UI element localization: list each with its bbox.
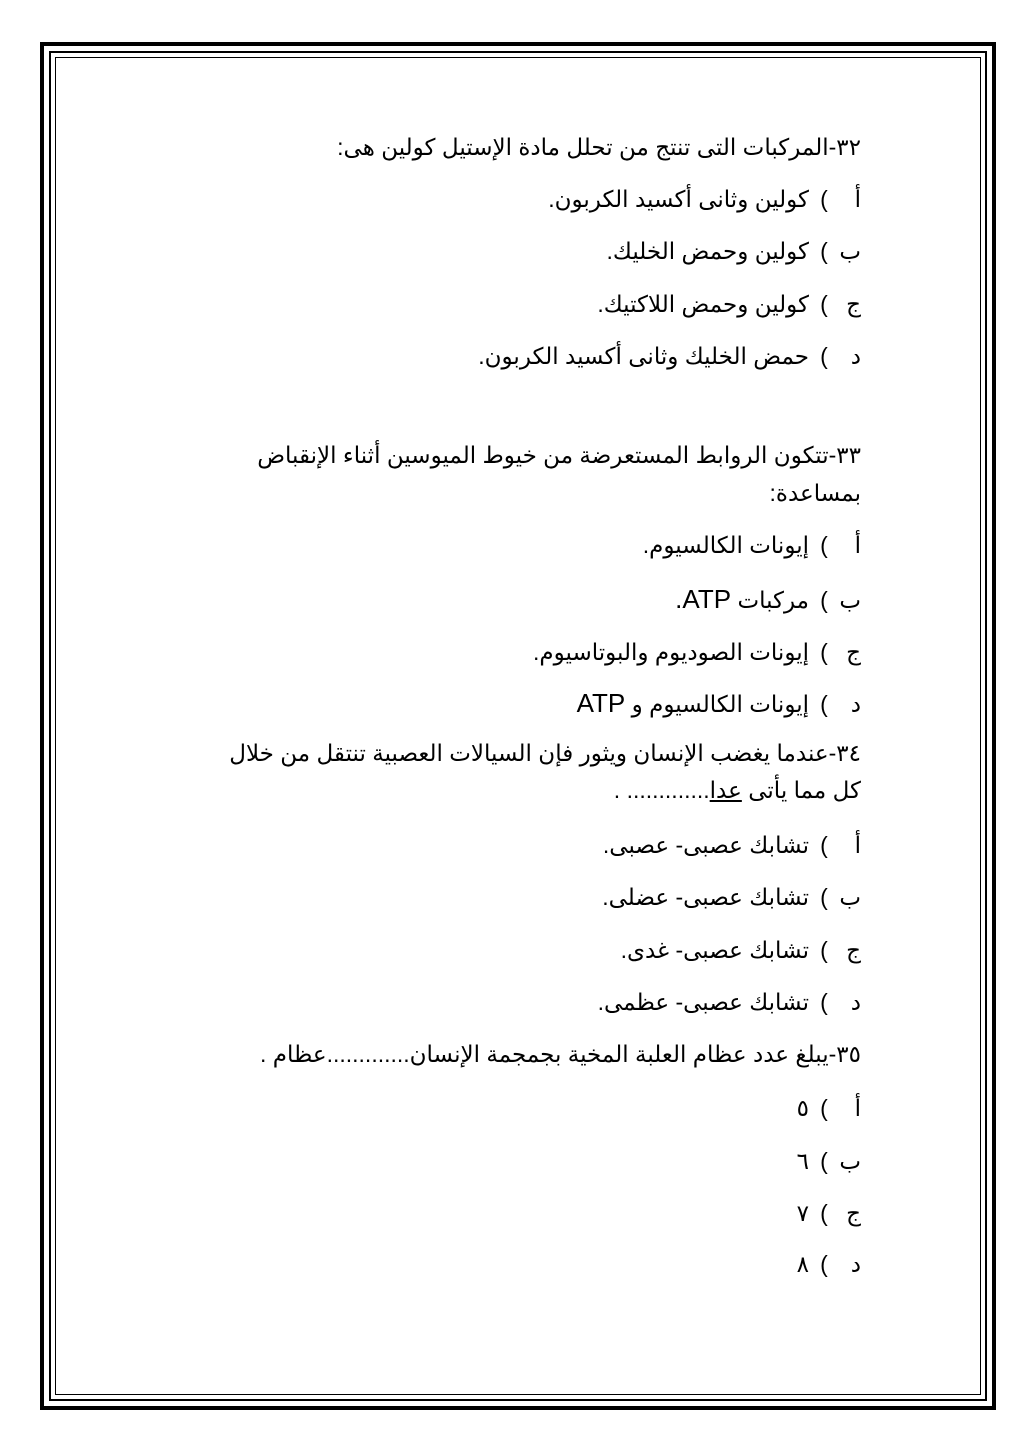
option-label: د [850,1251,861,1277]
option-paren: ) [820,238,828,264]
option-paren: ) [820,532,828,558]
option-paren: ) [820,937,828,963]
question-35-option-b [797,1146,861,1176]
option-text: إيونات الكالسيوم. [642,532,809,558]
option-paren: ) [820,1148,828,1174]
option-paren: ) [820,989,828,1015]
question-32-option-a [548,184,861,214]
question-text: -المركبات التى تنتج من تحلل مادة الإستيل كولين هى: [337,134,837,160]
option-label: د [850,343,861,369]
question-34-option-b [602,882,861,912]
option-paren: ) [820,639,828,665]
question-text-blank: ............. . [613,777,710,803]
option-label: د [850,691,861,717]
option-text: إيونات الصوديوم والبوتاسيوم. [533,639,809,665]
question-32-option-b [607,236,861,266]
question-35-option-c [797,1198,861,1228]
question-number: ٣٥ [836,1041,861,1067]
option-paren: ) [820,291,828,317]
option-paren: ) [820,587,828,613]
question-32-option-d [478,341,861,371]
question-33-option-d [577,688,861,719]
option-label: ب [839,238,861,264]
option-suffix: ATP [576,688,626,718]
option-label: د [850,989,861,1015]
option-label: ج [846,1200,861,1226]
question-text: -يبلغ عدد عظام العلبة المخية بجمجمة الإنسان.............عظام . [259,1041,837,1067]
option-label: أ [854,1095,861,1121]
option-label: ج [846,937,861,963]
option-text: كولين وثانى أكسيد الكربون. [548,186,809,212]
question-35-stem [260,1039,861,1069]
question-33-option-a [643,530,861,560]
question-text-emphasis: عدا [709,777,742,803]
option-text: مركبات [737,587,809,613]
option-text: ٨ [796,1251,809,1277]
option-suffix: ATP. [675,584,732,614]
option-text: ٧ [796,1200,809,1226]
question-text: بمساعدة: [769,480,861,506]
option-label: ب [839,884,861,910]
question-text: -تتكون الروابط المستعرضة من خيوط الميوسين أثناء الإنقباض [257,442,837,468]
option-label: أ [854,186,861,212]
option-text: تشابك عصبى- غدى. [620,937,809,963]
option-paren: ) [820,343,828,369]
question-34-stem-line1 [229,738,861,768]
question-34-stem-line2 [614,775,861,805]
question-35-option-d [797,1249,861,1279]
option-label: ب [839,587,861,613]
option-text: ٦ [796,1148,809,1174]
question-text: -عندما يغضب الإنسان ويثور فإن السيالات العصبية تنتقل من خلال [229,740,837,766]
question-33-option-b [675,584,861,615]
option-label: ج [846,291,861,317]
question-32-option-c [597,289,861,319]
question-number: ٣٢ [836,134,861,160]
option-paren: ) [820,1095,828,1121]
option-paren: ) [820,1200,828,1226]
option-paren: ) [820,884,828,910]
question-33-stem-line1 [257,440,861,470]
option-paren: ) [820,186,828,212]
question-number: ٣٣ [836,442,861,468]
option-paren: ) [820,691,828,717]
question-35-option-a [797,1093,861,1123]
option-label: أ [854,832,861,858]
option-text: ٥ [796,1095,809,1121]
option-paren: ) [820,1251,828,1277]
question-text-start: كل مما يأتى [748,777,861,803]
option-label: ج [846,639,861,665]
question-34-option-c [621,935,861,965]
option-text: كولين وحمض اللاكتيك. [597,291,809,317]
option-text: حمض الخليك وثانى أكسيد الكربون. [478,343,809,369]
option-label: أ [854,532,861,558]
option-text: تشابك عصبى- عظمى. [597,989,809,1015]
question-33-stem-line2 [770,478,861,508]
question-number: ٣٤ [836,740,861,766]
option-text: إيونات الكالسيوم و [631,691,809,717]
option-text: تشابك عصبى- عضلى. [602,884,809,910]
question-34-option-a [603,830,861,860]
option-text: تشابك عصبى- عصبى. [602,832,809,858]
option-paren: ) [820,832,828,858]
option-text: كولين وحمض الخليك. [606,238,809,264]
question-34-option-d [598,987,861,1017]
question-32-stem [337,132,861,162]
question-33-option-c [533,637,861,667]
option-label: ب [839,1148,861,1174]
